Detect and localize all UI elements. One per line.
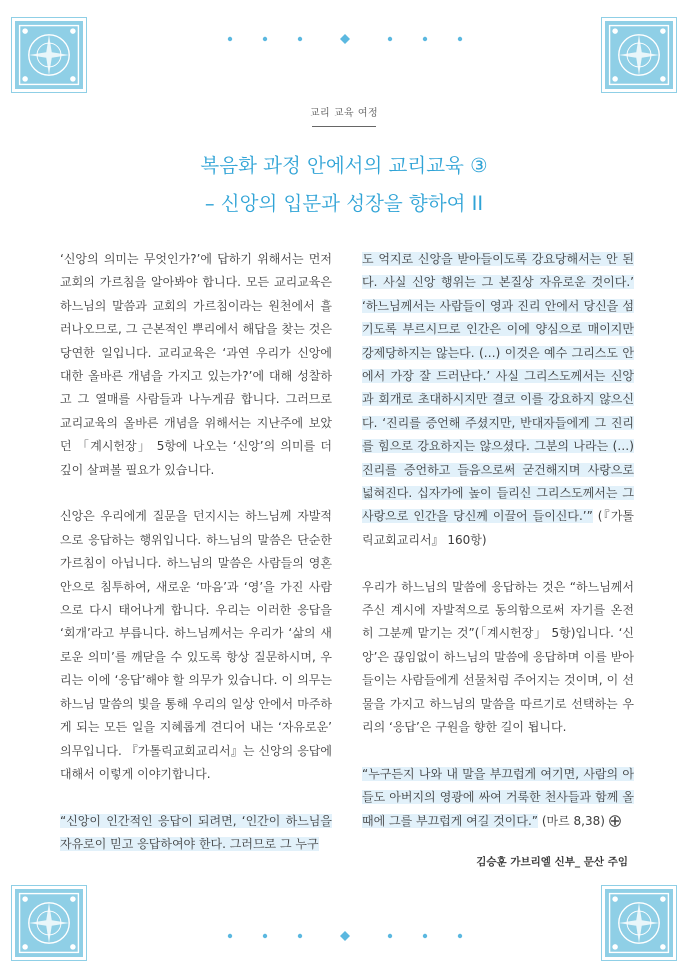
corner-ornament-icon [12, 18, 86, 92]
paragraph: 우리가 하느님의 말씀에 응답하는 것은 “하느님께서 주신 계시에 자발적으로 동의함으로써 자기를 온전히 그분께 맡기는 것”(「계시헌장」 5항)입니다. ‘신앙’은 끊임없이 하느님의 말씀에 응답하며 이를 받아들이는 사람들에게 선물처럼 주어지는 것이며, 이 선물을 가지고 하느님의 말씀을 따르기로 선택하는 우리의 ‘응답’은 구원을 향한 길이 됩니다. [362, 579, 634, 735]
body-column-left [60, 248, 332, 880]
quote-citation: (마르 8,38) [538, 813, 605, 828]
corner-ornament-icon [602, 886, 676, 960]
highlighted-quote: “신앙이 인간적인 응답이 되려면, ‘인간이 하느님을 자유로이 믿고 응답하여야 한다. 그러므로 그 누구 [60, 813, 332, 852]
diamond-dots-icon [220, 34, 470, 44]
diamond-dots-icon [220, 931, 470, 941]
author-credit: 김승훈 가브리엘 신부_ 문산 주임 [476, 856, 628, 868]
quote-citation: (『가톨릭교회교리서』 160항) [362, 509, 634, 547]
quote-block [362, 248, 634, 552]
quote-block [60, 810, 332, 857]
closing-cross-icon [609, 812, 621, 824]
quote-block [362, 763, 634, 833]
highlighted-quote: “누구든지 나와 내 말을 부끄럽게 여기면, 사람의 아들도 아버지의 영광에 싸여 거룩한 천사들과 함께 올 때에 그를 부끄럽게 여길 것이다.” [362, 766, 634, 828]
body-column-right [362, 248, 634, 857]
paragraph: 신앙은 우리에게 질문을 던지시는 하느님께 자발적으로 응답하는 행위입니다. 하느님의 말씀은 단순한 가르침이 아닙니다. 하느님의 말씀은 사람들의 영혼 안으로 침투하여, 새로운 ‘마음’과 ‘영’을 가진 사람으로 다시 태어나게 합니다. 우리는 이러한 응답을 ‘회개’라고 부릅니다. 하느님께서는 우리가 ‘삶의 새로운 의미’를 깨닫을 수 있도록 항상 질문하시며, 우리는 이에 ‘응답’해야 할 의무가 있습니다. 이 의무는 하느님 말씀의 빛을 통해 우리의 일상 안에서 마주하게 되는 모든 일을 지혜롭게 견디어 내는 ‘자유로운’ 의무입니다. 『가톨릭교회교리서』는 신앙의 응답에 대해서 이렇게 이야기합니다. [60, 509, 332, 781]
section-divider [312, 126, 376, 127]
corner-ornament-icon [602, 18, 676, 92]
highlighted-quote: 도 억지로 신앙을 받아들이도록 강요당해서는 안 된다. 사실 신앙 행위는 그 본질상 자유로운 것이다.’ ‘하느님께서는 사람들이 영과 진리 안에서 당신을 섬기도록 부르시므로 인간은 이에 양심으로 매이지만 강제당하지는 않는다. (…) 이것은 예수 그리스도 안에서 가장 잘 드러난다.’ 사실 그리스도께서는 신앙과 회개로 초대하시지만 결코 이를 강요하지 않으신다. ‘진리를 증언해 주셨지만, 반대자들에게 그 진리를 힘으로 강요하지는 않으셨다. 그분의 나라는 (…) 진리를 증언하고 들음으로써 굳건해지며 사랑으로 넓혀진다. 십자가에 높이 들리신 그리스도께서는 그 사랑으로 인간을 당신께 이끌어 들이신다.’” [362, 252, 634, 524]
section-label: 교리 교육 여정 [309, 108, 379, 119]
paragraph: ‘신앙의 의미는 무엇인가?’에 답하기 위해서는 먼저 교회의 가르침을 알아봐야 합니다. 모든 교리교육은 하느님의 말씀과 교회의 가르침이라는 원천에서 흘러나오므로, 그 근본적인 뿌리에서 해답을 찾는 것은 당연한 일입니다. 교리교육은 ‘과연 우리가 신앙에 대한 올바른 개념을 가지고 있는가?’에 대해 성찰하고 그 열매를 사람들과 나누게끔 합니다. 그러므로 교리교육의 올바른 개념을 위해서는 지난주에 보았던 「계시헌장」 5항에 나오는 ‘신앙’의 의미를 더 깊이 살펴볼 필요가 있습니다. [60, 252, 332, 477]
article-subtitle: – 신앙의 입문과 성장을 향하여 II [204, 192, 484, 215]
corner-ornament-icon [12, 886, 86, 960]
article-title: 복음화 과정 안에서의 교리교육 ③ [200, 154, 488, 177]
